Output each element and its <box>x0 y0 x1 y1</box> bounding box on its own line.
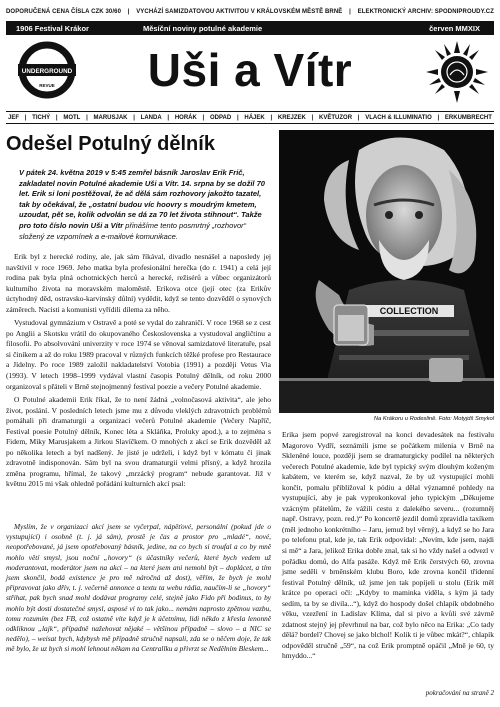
nav-item: MOTL <box>63 114 81 121</box>
top-info-bar <box>6 5 494 18</box>
quote-block <box>6 522 271 655</box>
nav-item: ERKUMBRECHT <box>444 114 492 121</box>
nav-item: TICHÝ <box>32 114 51 121</box>
article-column-right <box>282 430 494 662</box>
portrait-photo <box>279 130 494 413</box>
separator: | <box>55 114 58 121</box>
separator: | <box>127 8 130 15</box>
separator: | <box>133 114 135 121</box>
article-lead <box>19 168 269 242</box>
nav-item: KVĚTUZOR <box>319 114 353 121</box>
masthead <box>6 37 494 111</box>
quote-text: Myslím, že v organizaci akcí jsem se vyčerpal, nápěťové, personální (pokud jde o vystupující) i osobně (t. j. já sám), prostě je čas a prostor pro „mladé“, nové, neopotřebované, já jsem opotřebovaný básník, jedine, na co bych si troufal a co by mně mohlo větí smysl, jsou noční „hovory“ (s účastníky večerů, které bych vedem už moderantovat, moderátor jsem na akci – na které jsem ani nemohl být – doplácet, a tím jsem skončil, bodá existence je pro mě náročná až dost), věřím, že bych je mohl připravovat jako dřív, t. j. večerně annonce a textu ta webu rádia, naučím-li se „hovory“ střihat, pak bych snad mohl dodávat programy celé, stejně jako Fido při bodinus, to by mohlo být dosti dostatečné smysl, asposé ví to tak jako... nemám naprosto zpětnou vazbu, tomu rozumím (bez FB, což ostatně víte když je k účetnímu, lidi někdo z křesla lenonně odkliknou „lajk“, případně nažehovat nějaké – většinou případně – slovo – a NIC se nedělo), – weisat bych, kdybysh mě případně stručně napsali, zda se o něčem doje, že tak mě bylo, že uz bych si mohl lehnout někam na Centrallku a přivrzt se Nedělním Bleskem... <box>6 522 271 654</box>
paragraph: Vystudoval gymnázium v Ostravě a poté se vydal do zahraničí. V roce 1968 se z cest po Anglii a Skotsku vrátil do okupovaného Československa a vystudoval angličtinu a filosofii. Po absolvování univerzity v roce 1974 se věnoval samizdatové literatuře, psal si činíkem a až do roku 1989 pracoval v různých funkcích těžké profese pro Restaurace a Jídelny. Po roce 1989 založil nakladatelství Votobia (1991) a později Vetus Via (1993). V letech 1998–1999 vydával vlastní časopis Potulný dělník, od roku 2000 organizoval s přáteli v Brně stejnojmenný festival poezie a večery Potulné akademie. <box>6 318 271 391</box>
separator: | <box>202 114 205 121</box>
nav-item: MARUSJAK <box>93 114 128 121</box>
sun-logo <box>424 39 490 105</box>
issue-bar <box>6 21 494 35</box>
lead-light: přinášíme tento posmrtný „rozhovor“ složený ze vzpomínek a e-mailové komunikace. <box>19 220 247 241</box>
nav-item: KREJZEK <box>277 114 306 121</box>
archive-text: ELEKTRONICKÝ ARCHIV: SPODNIPROUDY.CZ <box>357 8 494 15</box>
photo-illustration <box>279 130 494 413</box>
svg-text:COLLECTION: COLLECTION <box>379 306 439 316</box>
nav-item: HORÁK <box>174 114 197 121</box>
separator: | <box>349 8 351 15</box>
separator: | <box>24 114 27 121</box>
separator: | <box>167 114 170 121</box>
nav-item: HÁJEK <box>244 114 265 121</box>
separator: | <box>311 114 314 121</box>
founded-text: 1906 Festival Krákor <box>16 23 89 33</box>
photo-caption: Na Krákoru u Rodeslině. Foto: Motyjdš Smykol <box>373 416 494 422</box>
nav-item: ODPAD <box>209 114 232 121</box>
article-headline: Odešel Potulný dělník <box>6 133 215 155</box>
logo-subtext: REVUE <box>39 83 55 88</box>
subtitle-text: Měsíční noviny potulné akademie <box>142 23 263 33</box>
article-column-left <box>6 252 271 493</box>
separator: | <box>86 114 88 121</box>
newspaper-title: Uši a Vítr <box>147 44 353 96</box>
publisher-text: VYCHÁZÍ SAMIZDATOVOU AKTIVITOU V KRÁLOVSKÉM MĚSTĚ BRNĚ <box>136 8 343 15</box>
price-text: DOPORUČENÁ CENA ČÍSLA CZK 30/60 <box>6 8 122 15</box>
logo-text: UNDERGROUND <box>21 68 73 75</box>
paragraph: Erik byl z herecké rodiny, ale, jak sám říkával, divadlo nesnášel a naposledy jej navštívil v roce 1969. Jeho matka byla profesionální herečka (do r. 1941) a celá její rodina pak byla plná ochotnických herců a herecké, režisérů a vůbec organizátorů kulturního života na moravském maloměstě. Erikova otce (její otec (za Erikův úctyhodný děd, ostravsko-karvinský důlní) vydědit, když se tento dozvěděl o synových záměrech. Nacisti a komunisti vyřídili dílema za něho. <box>6 252 271 314</box>
continued-note: pokračování na straně 2 <box>425 689 494 697</box>
separator: | <box>236 114 239 121</box>
paragraph: Erika jsem popvé zaregistroval na konci devadesátek na festivalu Magorovo Vydří, seznámili jsme se počátkem milenia v Brně na Skleněné louce, později jsem se dramaturgicky podílel na některých večerech Potulné akademie, kde byl typický svým dlouhým koženým kabátem, ve kterém se, když nazval, že by už vystupující mohli končit, pomalu přibližoval k pódiu a dělal významné pohledy na vystupující, aby je pak vyprokonkoval jeho typickým „Děkujeme vzácným přátelům, že vážili cestu z dalekého severu... (rozumněj např. Ostravy, pozn. red.)“ Po koncertě jezdil domů zpravidla taxíkem (měl jednoho konkrétního – Jaru, jemuž byl věrný), a když se ho Jara po telefonu ptal, kde je, tak Erik odpovídal: „Nevím, kde jsem, najdi si mě“ a Jara, jelikož Erika dobře znal, tak si ho vždy našel a odvezl v pořádku domů, do Alfa pasáže. Když mě Erik čerstvých 60, zrovna jsme seděli v brněnském klubu Boro, kde zrovna končil třídenní festival Potulný dělník, už jsme jen tak popíjeli u stolu (Erik měl krátce po operaci očí: „Kdyby to maminka viděla, s kým já tady sedím, ta by se divila...“), když do hospody došel chlapík obdobného věku, vzezření in Ladislav Klíma, dal si pivo a kvůli své závrně zdatnost stejný jej převrhnul na bar, což bylo něco na Erika: „Co tady dělá? bordel? Chovej se jako blchol! Kolik ti je vůbec mkát?“, chlapík odpověděl stručně „59“, na což Erik promptně opáčil „Mně je 60, ty hmyddo...“ <box>282 430 494 661</box>
lead-bold: V pátek 24. května 2019 v 5:45 zemřel básník Jaroslav Erik Frič, zakladatel novin Potulné akademie Uši a Vítr. 14. srpna by se dožil 70 let. Erik si loni postěžoval, že ač dělá sám rozhovory jakožto tazatel, tak by očekával, že „ostatní budou víc hoovry s moudrým kmetem, uzoudat, pět se, kolik odvolán se dá za 70 let života stihnout“. Takže pro toto číslo novin Uši a Vítr <box>19 168 265 230</box>
issue-date: červen MMXIX <box>429 23 480 33</box>
nav-item: VLACH & ILLUMINATIO <box>365 114 432 121</box>
paragraph: O Potulné akademii Erik říkal, že to není žádná „volnočasová aktivita“, ale jeho život, poslání. V posledních letech jsme mu z důvodu vleklých zdravotních problémů pomáhali při dramaturgii a organizaci večerů Potulné akademie (Večery Napříč, Festival poesie Potulný dělník, Konec léta a Skláňka, Proluky apod.), a to zejména s Fidem, Miky Marusjakem a Jirkou Slavíčkem. O mnohých z akcí se Erik dozvěděl až po několika letech a byl nadšený. Je jisté je udrželi, i když byl v kómatu či jinak zdravotně indisponován. Sám byl na svou dramaturgii velmi přísný, a když hrozila změna programu, hřímal, že takový „mrzácký program“ nebude garantovat. Již v květnu 2015 mi však ohledně pořádání kulturních akcí psal: <box>6 395 271 489</box>
author-nav <box>6 111 494 124</box>
nav-item: JEF <box>8 114 20 121</box>
separator: | <box>357 114 360 121</box>
separator: | <box>270 114 273 121</box>
nav-item: LANDA <box>140 114 162 121</box>
separator: | <box>437 114 440 121</box>
